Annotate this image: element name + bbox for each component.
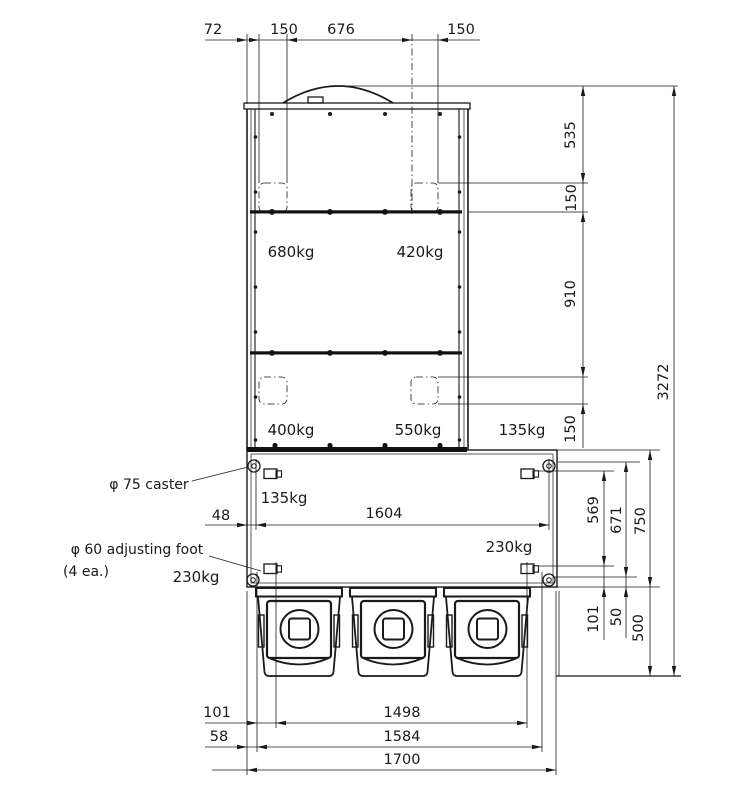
adjusting-foot-bottom-right bbox=[521, 564, 539, 574]
lower-hole-left bbox=[259, 377, 287, 404]
caster-top-left bbox=[248, 460, 260, 472]
dim-676: 676 bbox=[327, 22, 355, 38]
dim-569: 569 bbox=[586, 496, 602, 524]
dim-150-upper-right: 150 bbox=[564, 184, 580, 212]
top-plate bbox=[244, 103, 470, 109]
dim-1604: 1604 bbox=[365, 506, 403, 522]
unit-3 bbox=[444, 588, 530, 676]
dim-50: 50 bbox=[609, 607, 625, 627]
weight-lower-left: 400kg bbox=[267, 421, 315, 439]
dim-535: 535 bbox=[563, 121, 579, 149]
lower-shelf bbox=[250, 350, 462, 356]
dim-910: 910 bbox=[563, 280, 579, 308]
caster-annotation bbox=[109, 467, 248, 493]
adjusting-foot-qty-label: (4 ea.) bbox=[63, 564, 109, 580]
dim-150-top-right: 150 bbox=[447, 22, 475, 38]
dim-150-lower-right: 150 bbox=[563, 415, 579, 443]
dome-tab bbox=[308, 97, 323, 103]
weight-upper-left: 680kg bbox=[267, 243, 315, 261]
dim-750: 750 bbox=[633, 507, 649, 535]
dome bbox=[283, 86, 393, 103]
base-dimension-1604 bbox=[205, 459, 549, 530]
cabinet bbox=[244, 86, 545, 452]
right-dimension-750-500 bbox=[631, 450, 652, 676]
dim-72: 72 bbox=[203, 22, 223, 38]
dim-101-bottom: 101 bbox=[203, 705, 231, 721]
unit-2 bbox=[350, 588, 436, 676]
right-dimension-671-50 bbox=[609, 462, 628, 638]
weight-base-left: 135kg bbox=[260, 489, 308, 507]
caster-label: φ 75 caster bbox=[109, 477, 189, 493]
dim-58: 58 bbox=[209, 729, 229, 745]
dim-1584: 1584 bbox=[383, 729, 421, 745]
adjusting-foot-top-left bbox=[264, 469, 282, 479]
adjusting-foot-annotation bbox=[63, 542, 261, 586]
dim-1700: 1700 bbox=[383, 752, 421, 768]
adjusting-foot-bottom-left bbox=[264, 564, 282, 574]
dim-500: 500 bbox=[631, 614, 647, 642]
adjusting-foot-top-right bbox=[521, 469, 539, 479]
right-dimension-chain-inner bbox=[563, 86, 585, 448]
top-dimension-chain bbox=[204, 22, 480, 214]
dim-671: 671 bbox=[609, 506, 625, 534]
dim-3272: 3272 bbox=[656, 363, 672, 401]
weight-base-right-top: 135kg bbox=[498, 421, 546, 439]
weight-base-right: 230kg bbox=[485, 538, 533, 556]
upper-hole-right bbox=[411, 183, 438, 212]
right-dimension-569-101 bbox=[586, 471, 606, 640]
dim-1498: 1498 bbox=[383, 705, 421, 721]
dim-48: 48 bbox=[211, 508, 231, 524]
right-dimension-overall-height bbox=[656, 86, 676, 676]
adjusting-foot-label: φ 60 adjusting foot bbox=[70, 542, 204, 558]
weight-lower-right: 550kg bbox=[394, 421, 442, 439]
bottom-units bbox=[256, 588, 530, 676]
weight-upper-right: 420kg bbox=[396, 243, 444, 261]
top-bolt-row bbox=[270, 112, 442, 116]
unit-1 bbox=[256, 588, 342, 676]
weight-base-left-bottom: 230kg bbox=[172, 568, 220, 586]
dim-101-right: 101 bbox=[586, 605, 602, 633]
upper-hole-left bbox=[259, 183, 287, 212]
dim-150-top-left: 150 bbox=[270, 22, 298, 38]
lower-hole-right bbox=[411, 377, 438, 404]
